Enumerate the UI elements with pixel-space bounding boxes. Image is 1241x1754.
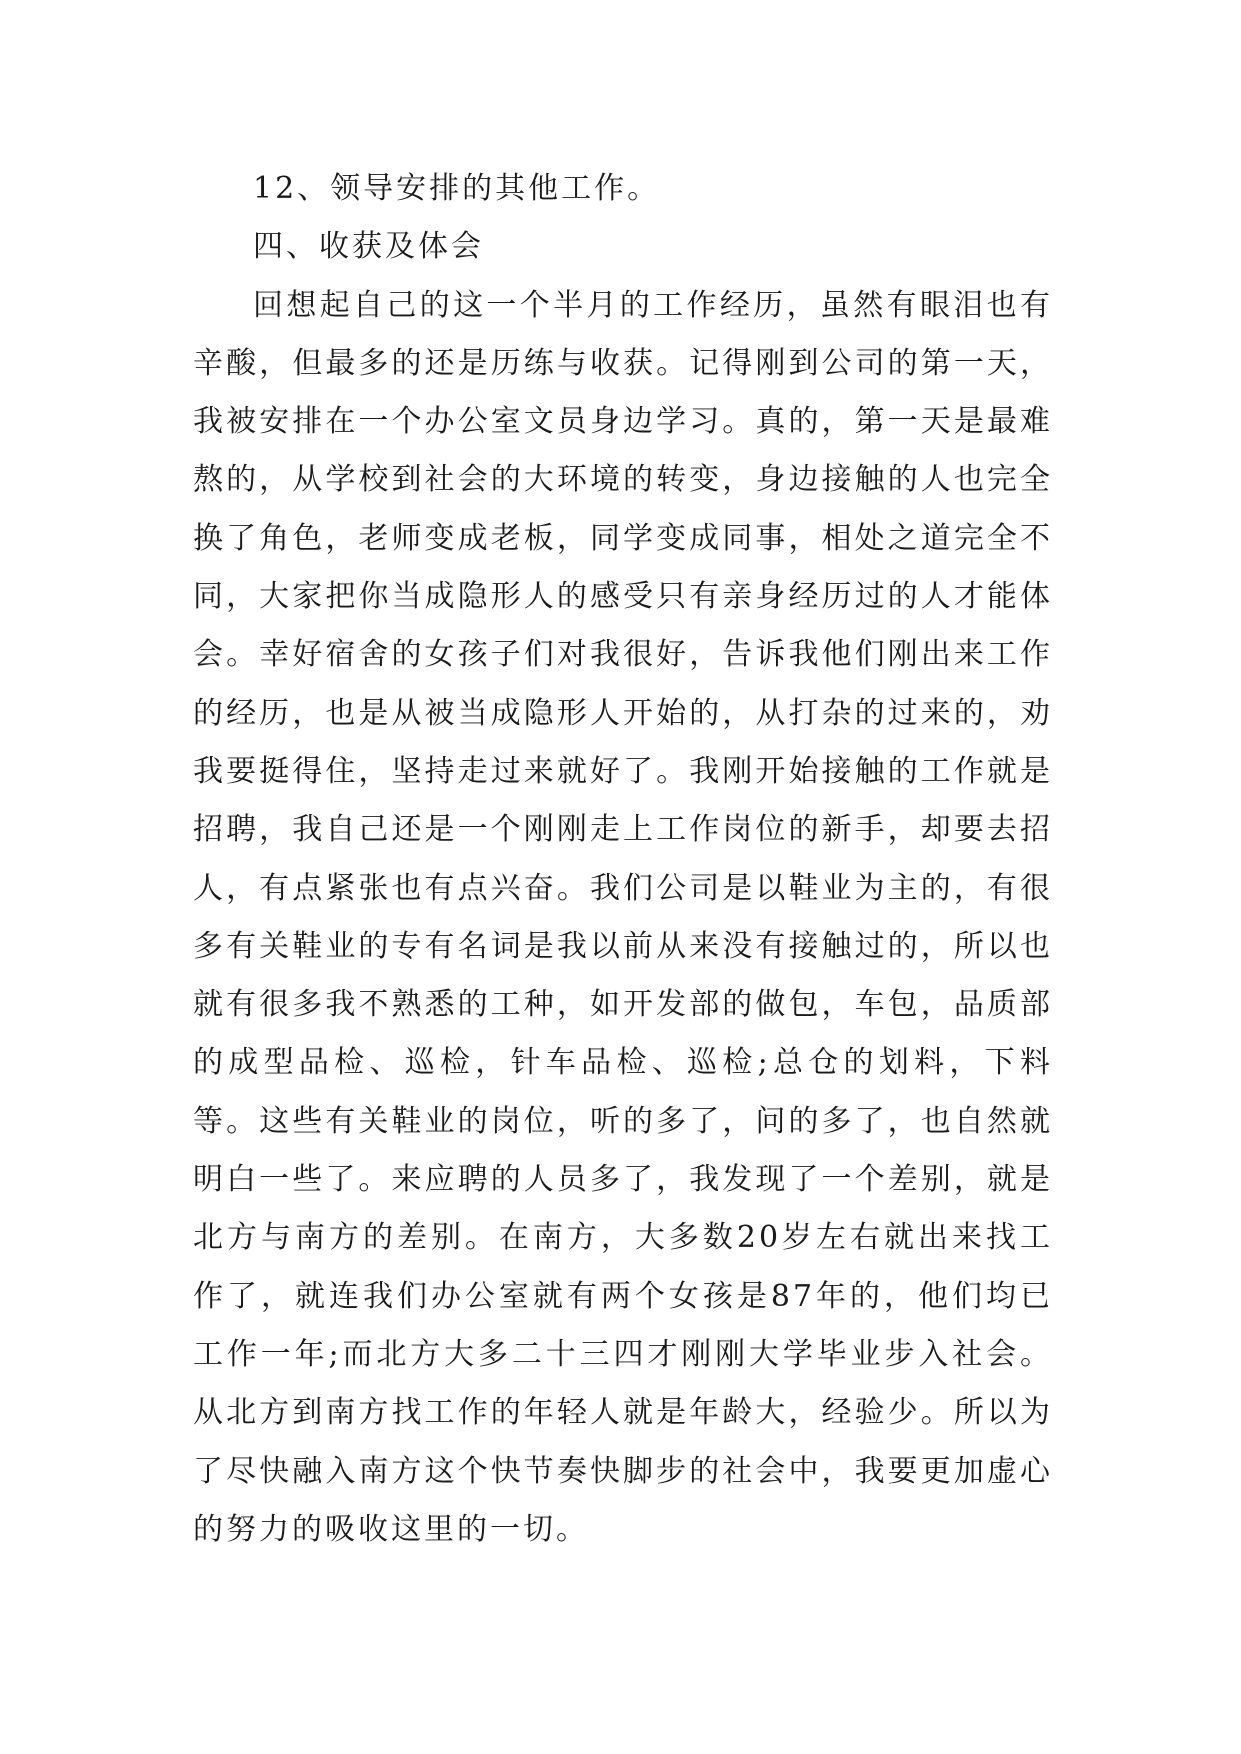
section-heading: 四、收获及体会	[253, 229, 484, 265]
list-item-12: 12、领导安排的其他工作。	[253, 171, 661, 206]
body-paragraph: 回想起自己的这一个半月的工作经历，虽然有眼泪也有辛酸，但最多的还是历练与收获。记得刚到公司的第一天，我被安排在一个办公室文员身边学习。真的，第一天是最难熬的，从学校到社会的大环境的转变，身边接触的人也完全换了角色，老师变成老板，同学变成同事，相处之道完全不同，大家把你当成隐形人的感受只有亲身经历过的人才能体会。幸好宿舍的女孩子们对我很好，告诉我他们刚出来工作的经历，也是从被当成隐形人开始的，从打杂的过来的，劝我要挺得住，坚持走过来就好了。我刚开始接触的工作就是招聘，我自己还是一个刚刚走上工作岗位的新手，却要去招人，有点紧张也有点兴奋。我们公司是以鞋业为主的，有很多有关鞋业的专有名词是我以前从来没有接触过的，所以也就有很多我不熟悉的工种，如开发部的做包，车包，品质部的成型品检、巡检，针车品检、巡检;总仓的划料，下料等。这些有关鞋业的岗位，听的多了，问的多了，也自然就明白一些了。来应聘的人员多了，我发现了一个差别，就是北方与南方的差别。在南方，大多数20岁左右就出来找工作了，就连我们办公室就有两个女孩是87年的，他们均已工作一年;而北方大多二十三四才刚刚大学毕业步入社会。从北方到南方找工作的年轻人就是年龄大，经验少。所以为了尽快融入南方这个快节奏快脚步的社会中，我要更加虚心的努力的吸收这里的一切。	[193, 287, 1053, 1547]
document-body	[193, 160, 1053, 1559]
